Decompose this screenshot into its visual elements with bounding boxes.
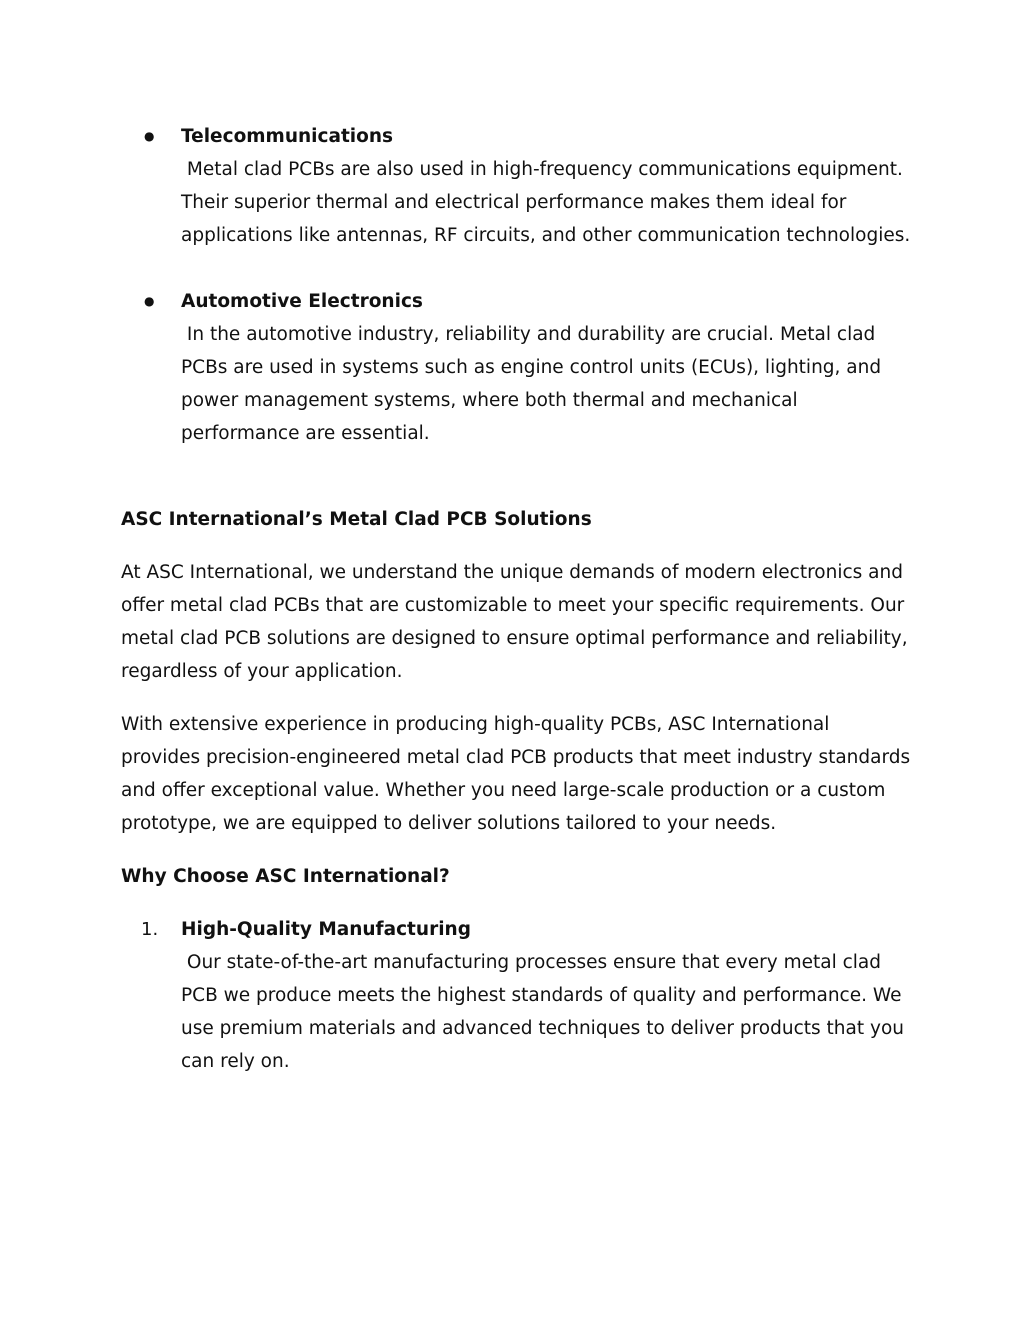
spacer bbox=[121, 688, 911, 708]
spacer bbox=[121, 536, 911, 556]
bullet-body: In the automotive industry, reliability and durability are crucial. Metal clad PCBs are used in systems such as engine control units (ECUs), lighting, and power management systems, where both thermal and mechanical performance are essential. bbox=[181, 324, 887, 444]
bullet-marker: ● bbox=[144, 294, 155, 308]
bullet-title: Telecommunications bbox=[181, 126, 394, 147]
spacer bbox=[121, 252, 911, 285]
paragraph: At ASC International, we understand the unique demands of modern electronics and offer metal clad PCBs that are customizable to meet your specific requirements. Our metal clad PCB solutions are designed to ensure optimal performance and reliability, regardless of your application. bbox=[121, 562, 908, 682]
paragraph: With extensive experience in producing high-quality PCBs, ASC International provides precision-engineered metal clad PCB products that meet industry standards and offer exceptional value. Whether you need large-scale production or a custom prototype, we are equipped to deliver solutions tailored to your needs. bbox=[121, 714, 911, 834]
section-heading-why-choose: Why Choose ASC International? bbox=[121, 866, 450, 887]
spacer bbox=[121, 840, 911, 860]
spacer bbox=[121, 893, 911, 913]
bullet-marker: ● bbox=[144, 129, 155, 143]
number-marker: 1. bbox=[141, 919, 159, 940]
spacer bbox=[121, 450, 911, 503]
section-heading-solutions: ASC International’s Metal Clad PCB Solutions bbox=[121, 509, 592, 530]
numbered-item-title: High-Quality Manufacturing bbox=[181, 919, 471, 940]
numbered-item-body: Our state-of-the-art manufacturing processes ensure that every metal clad PCB we produce meets the highest standards of quality and performance. We use premium materials and advanced techniques to deliver products that you can rely on. bbox=[181, 952, 910, 1072]
bullet-item-telecommunications bbox=[121, 120, 911, 252]
bullet-title: Automotive Electronics bbox=[181, 291, 423, 312]
numbered-item-high-quality-manufacturing bbox=[121, 913, 911, 1078]
bullet-body: Metal clad PCBs are also used in high-frequency communications equipment. Their superior thermal and electrical performance makes them ideal for applications like antennas, RF circuits, and other communication technologies. bbox=[181, 159, 911, 246]
page-content bbox=[121, 120, 911, 1078]
bullet-item-automotive-electronics bbox=[121, 285, 911, 450]
